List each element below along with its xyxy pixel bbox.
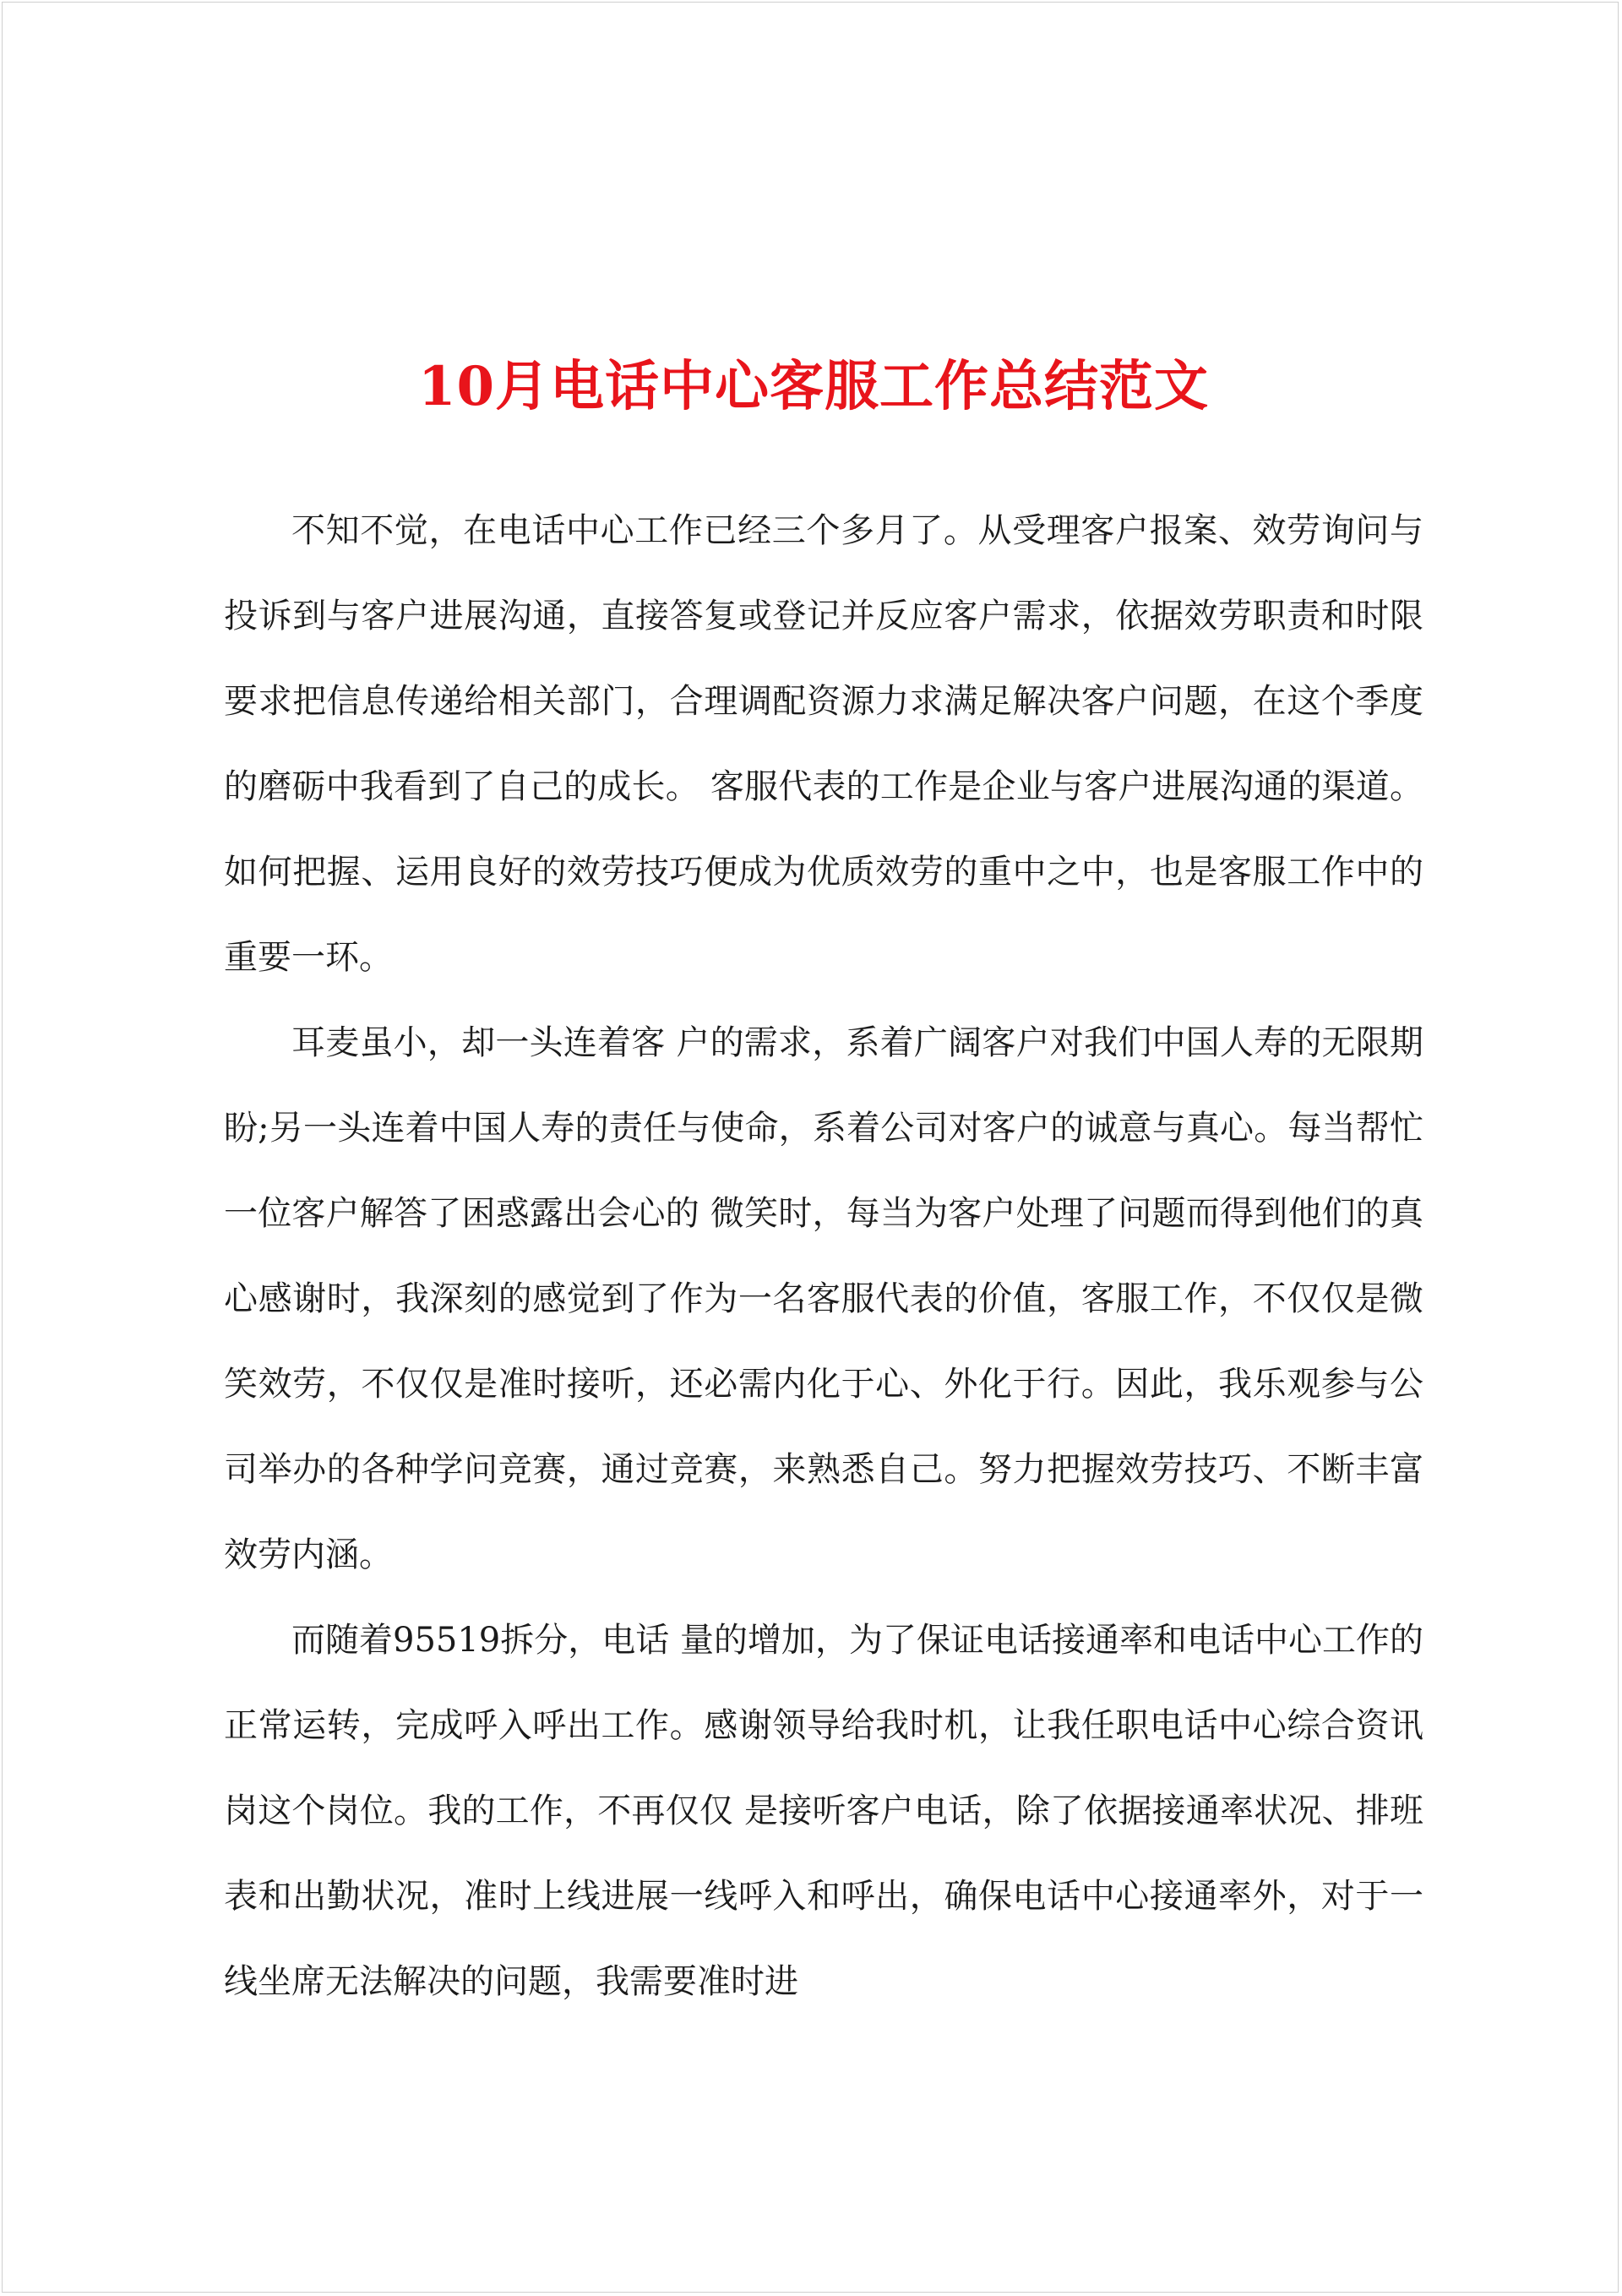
document-body	[224, 488, 1423, 2025]
document-title: 10月电话中心客服工作总结范文	[417, 355, 1210, 418]
paragraph-2: 耳麦虽小，却一头连着客 户的需求，系着广阔客户对我们中国人寿的无限期盼;另一头连着中国人寿的责任与使命，系着公司对客户的诚意与真心。每当帮忙一位客户解答了困惑露出会心的 微笑时，每当为客户处理了问题而得到他们的真心感谢时，我深刻的感觉到了作为一名客服代表的价值，客服工作，不仅仅是微笑效劳，不仅仅是准时接听，还必需内化于心、外化于行。因此，我乐观参与公司举办的各种学问竞赛，通过竞赛，来熟悉自己。努力把握效劳技巧、不断丰富效劳内涵。	[224, 1023, 1423, 1574]
document-page	[2, 2, 1619, 2293]
paragraph-3: 而随着95519拆分，电话 量的增加，为了保证电话接通率和电话中心工作的正常运转，完成呼入呼出工作。感谢领导给我时机，让我任职电话中心综合资讯岗这个岗位。我的工作，不再仅仅 是接听客户电话，除了依据接通率状况、排班表和出勤状况，准时上线进展一线呼入和呼出，确保电话中心接通率外，对于一线坐席无法解决的问题，我需要准时进	[224, 1621, 1423, 2001]
paragraph-1: 不知不觉，在电话中心工作已经三个多月了。从受理客户报案、效劳询问与投诉到与客户进展沟通，直接答复或登记并反应客户需求，依据效劳职责和时限要求把信息传递给相关部门，合理调配资源力求满足解决客户问题，在这个季度的磨砺中我看到了自己的成长。 客服代表的工作是企业与客户进展沟通的渠道。如何把握、运用良好的效劳技巧便成为优质效劳的重中之中，也是客服工作中的重要一环。	[224, 511, 1423, 977]
